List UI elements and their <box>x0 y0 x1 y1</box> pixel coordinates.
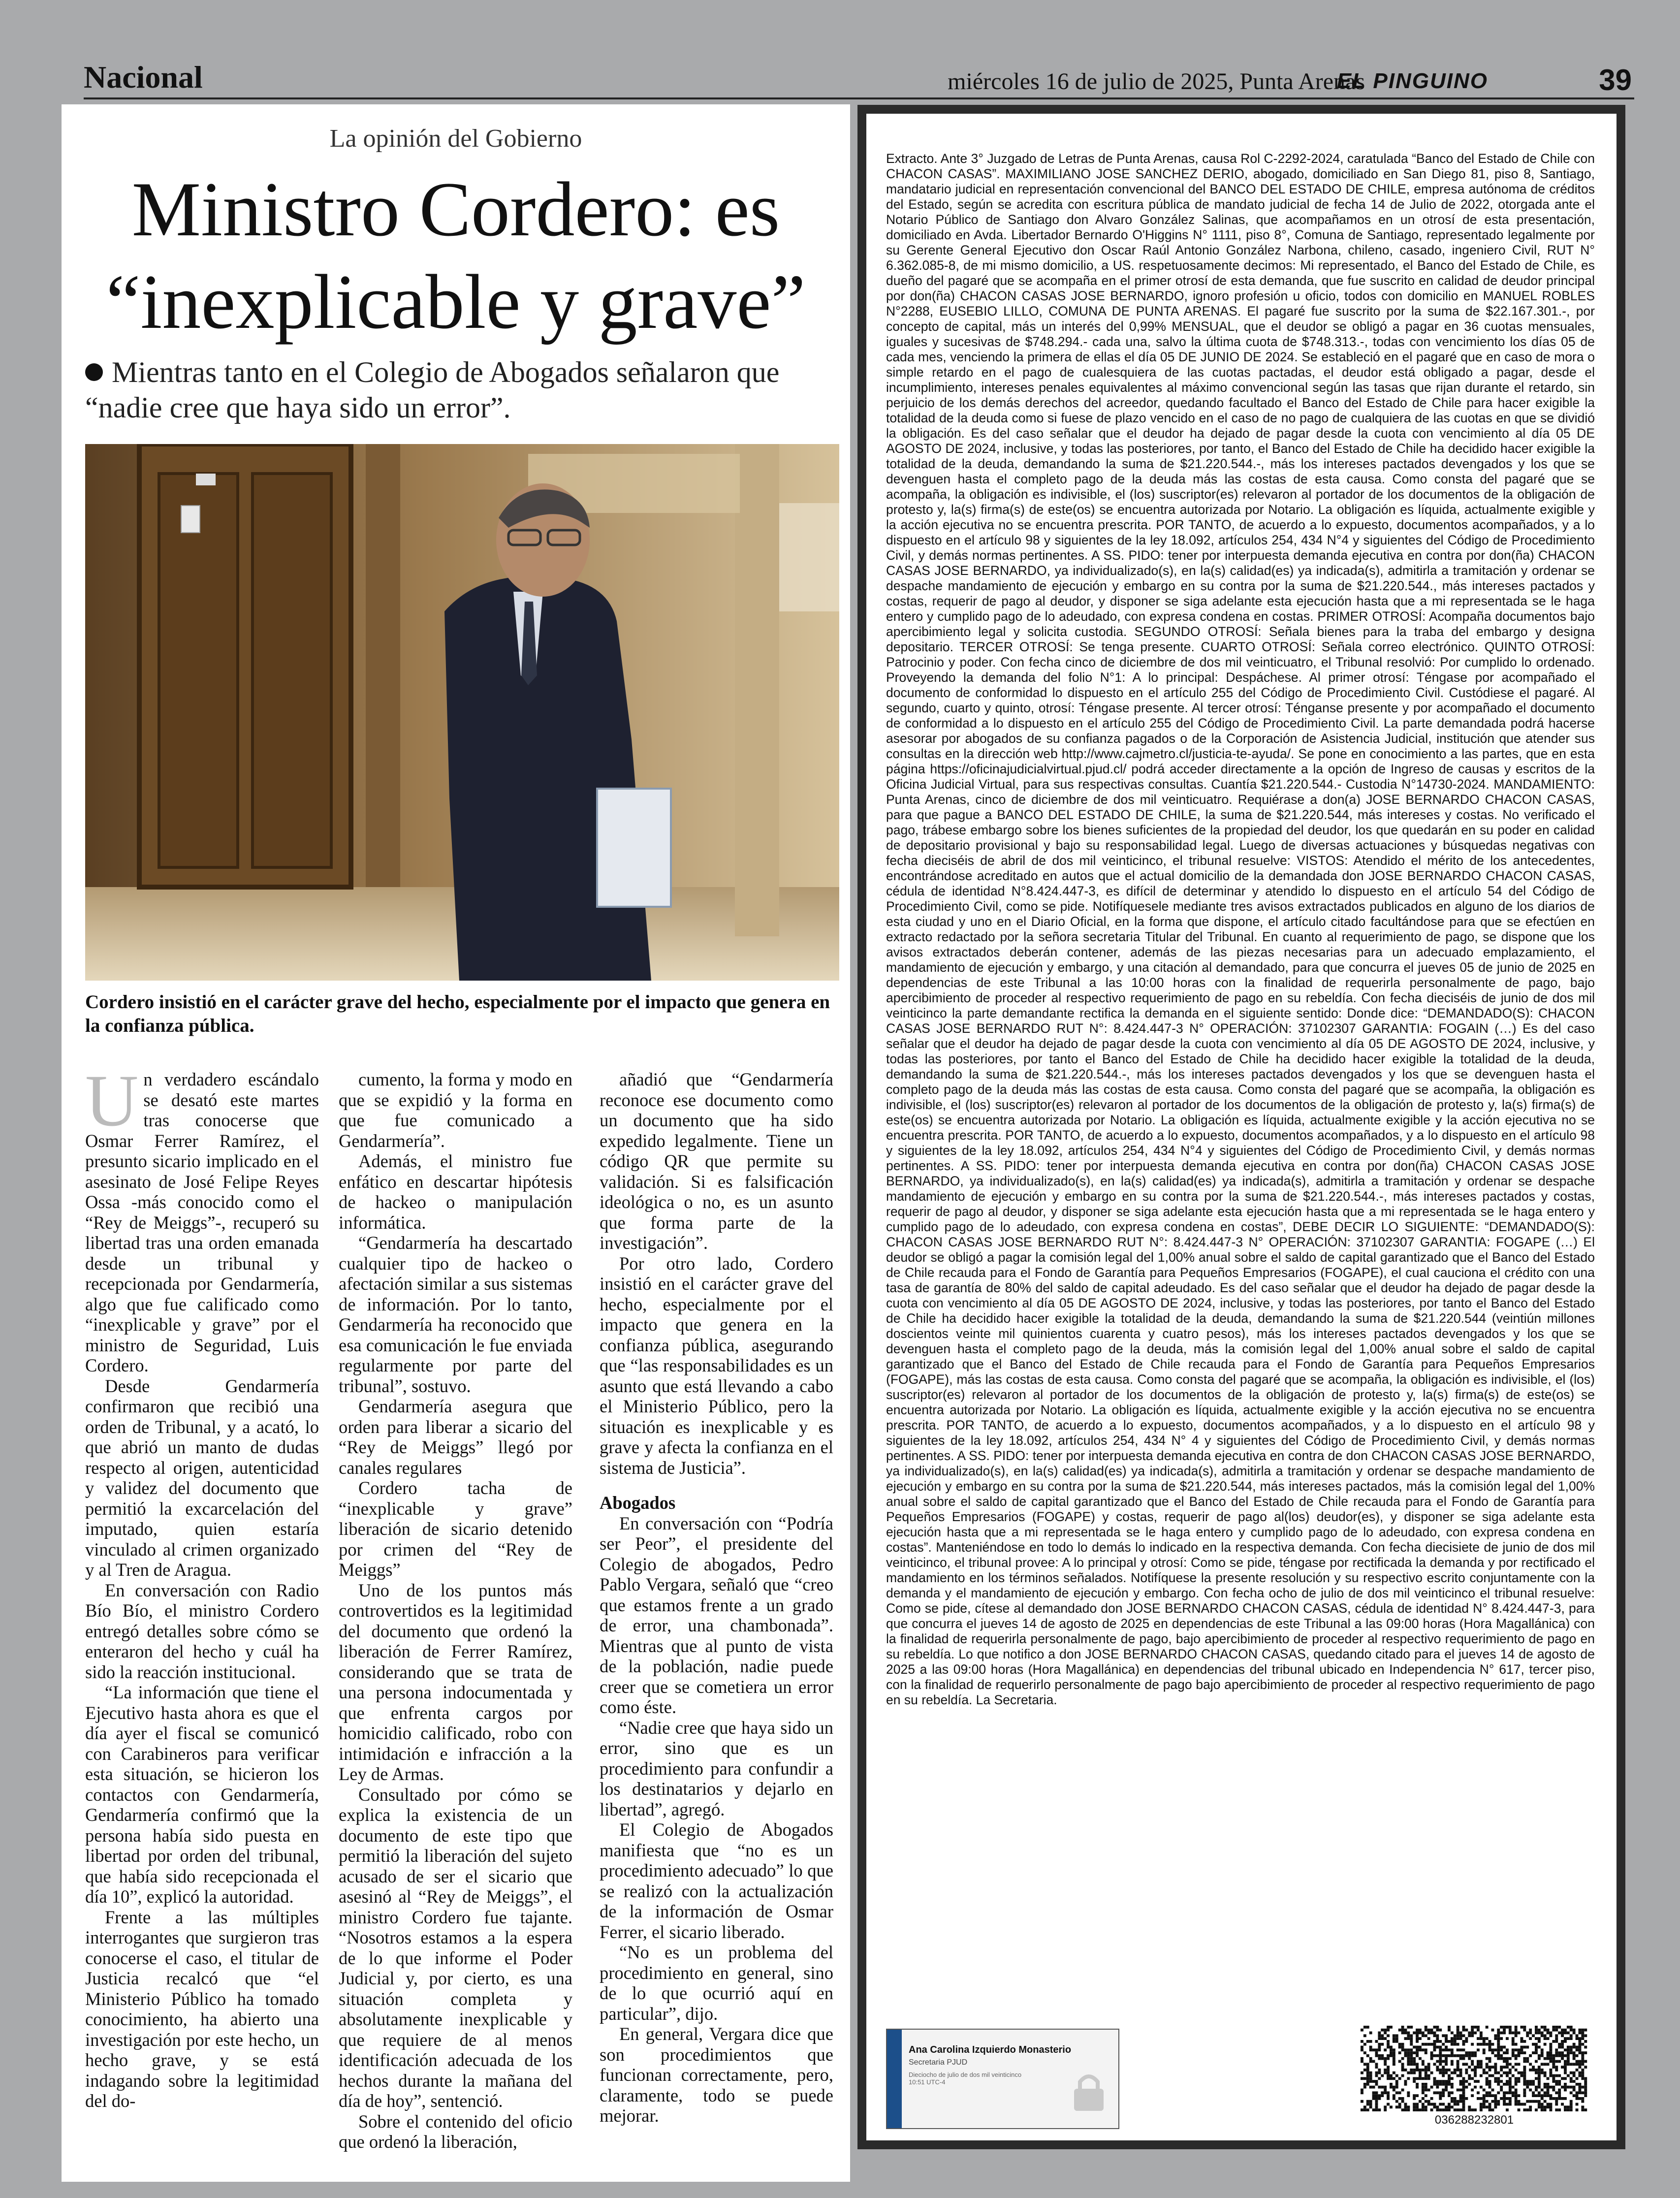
article-paragraph: En general, Vergara dice que son procedimientos que funcionan correctamente, pero, claramente, todo se puede mejorar. <box>600 2024 833 2126</box>
article-column-3 <box>600 1069 833 2126</box>
article-paragraph: En conversación con Radio Bío Bío, el ministro Cordero entregó detalles sobre cómo se enteraron del hecho y cuál ha sido la reacción institucional. <box>85 1580 319 1682</box>
article-paragraph: Frente a las múltiples interrogantes que surgieron tras conocerse el caso, el titular de Justicia recalcó que “el Ministerio Público ha tomado conocimiento, ha abierto una investigación por este hecho, un hecho grave, y se está indagando sobre la legitimidad del do- <box>85 1907 319 2111</box>
article-paragraph: Gendarmería asegura que orden para liberar a sicario del “Rey de Meiggs” llegó por canales regulares <box>339 1396 572 1478</box>
article-paragraph: El Colegio de Abogados manifiesta que “no es un procedimiento adecuado” lo que se realizó con la actualización de la información de Osmar Ferrer, el sicario liberado. <box>600 1819 833 1942</box>
article-paragraph: Uno de los puntos más controvertidos es la legitimidad del documento que ordenó la liberación de Ferrer Ramírez, considerando que se trata de una persona indocumentada y que enfrenta cargos por homicidio calificado, robo con intimidación e infracción a la Ley de Armas. <box>339 1580 572 1784</box>
drop-cap: U <box>85 1060 139 1142</box>
article-paragraph: Además, el ministro fue enfático en descartar hipótesis de hackeo o manipulación informática. <box>339 1151 572 1233</box>
lock-icon <box>1069 2069 1109 2113</box>
page-number: 39 <box>1599 64 1632 96</box>
article-paragraph: Por otro lado, Cordero insistió en el carácter grave del hecho, especialmente por el impacto que genera en la confianza pública, asegurando que “las responsabilidades es un asunto que está llevando a cabo el Ministerio Público, pero la situación es inexplicable y es grave y afecta la confianza en el sistema de Justicia”. <box>600 1253 833 1478</box>
electronic-signature <box>886 2029 1119 2129</box>
dateline: miércoles 16 de julio de 2025, Punta Arenas <box>948 68 1365 95</box>
article-photo <box>85 444 839 981</box>
article-paragraph: añadió que “Gendarmería reconoce ese documento como un documento que ha sido expedido legalmente. Tiene un código QR que permite su validación. Si es falsificación ideológica o no, es un asunto que forma parte de la investigación”. <box>600 1069 833 1253</box>
article-paragraph: Desde Gendarmería confirmaron que recibió una orden de Tribunal, y a acató, lo que abrió un manto de dudas respecto al origen, autenticidad y validez del documento que permitió la excarcelación del imputado, quien estaría vinculado al crimen organizado y al Tren de Aragua. <box>85 1375 319 1580</box>
lead-paragraph <box>85 354 838 425</box>
article-column-1 <box>85 1060 319 2111</box>
article-paragraph: “No es un problema del procedimiento en general, sino de lo que ocurrió aquí en particular”, dijo. <box>600 1942 833 2024</box>
legal-notice-frame <box>866 114 1617 2140</box>
subhead-abogados: Abogados <box>600 1493 676 1513</box>
bullet-icon <box>85 363 103 381</box>
verification-code-number: 036288232801 <box>1434 2113 1514 2127</box>
signature-role: Secretaria PJUD <box>909 2058 968 2067</box>
headline-line-2: “inexplicable y grave” <box>106 259 806 345</box>
column-3-abogados <box>600 1513 833 2126</box>
legal-notice-text: Extracto. Ante 3° Juzgado de Letras de Punta Arenas, causa Rol C-2292-2024, caratulada “Banco del Estado de Chile con CHACON CASAS”. MAXIMILIANO JOSE SANCHEZ DERIO, abogado, domiciliado en San Diego 81, piso 8, Santiago, mandatario judicial en representación convencional del BANCO DEL ESTADO DE CHILE, empresa autónoma de créditos del Estado, según se acredita con escritura pública de mandato judicial de fecha 14 de Julio de 2022, otorgada ante el Notario Público de Santiago don Alvaro González Salinas, que acompañamos en un otrosí de esta presentación, domiciliado en Avda. Libertador Bernardo O'Higgins N° 1111, piso 8°, Comuna de Santiago, representado legalmente por su Gerente General Ejecutivo don Oscar Raúl Antonio González Narbona, chileno, casado, ingeniero Civil, RUT N° 6.362.085-8, de mi mismo domicilio, a US. respetuosamente decimos: Mi representado, el Banco del Estado de Chile, es dueño del pagaré que se acompaña en el primer otrosí de esta demanda, que fue suscrito en calidad de deudor principal por don(ña) CHACON CASAS JOSE BERNARDO, ignoro profesión u oficio, todos con domicilio en MANUEL ROBLES N°2288, EUSEBIO LILLO, COMUNA DE PUNTA ARENAS. El pagaré fue suscrito por la suma de $22.167.301.-, por concepto de capital, más un interés del 0,99% MENSUAL, que el deudor se obligó a pagar en 36 cuotas mensuales, iguales y sucesivas de $748.294.- cada una, salvo la última cuota de $748.313.-, todas con vencimiento los días 05 de cada mes, venciendo la primera de ellas el día 05 DE JUNIO DE 2024. Se estableció en el pagaré que en caso de mora o simple retardo en el pago de cualesquiera de las cuotas pactadas, el deudor está obligado a pagar, desde el incumplimiento, intereses penales equivalentes al máximo convencional según las tasas que rijan durante el retardo, sin perjuicio de los demás derechos del acreedor, quedando facultado el Banco del Estado de Chile para hacer exigible la totalidad de la deuda como si fuese de plazo vencido en el caso de no pago de cualquiera de las cuotas en que se dividió la obligación. Es del caso señalar que el deudor ha dejado de pagar desde la cuota con vencimiento al día 05 DE AGOSTO DE 2024, inclusive, y todas las posteriores, por tanto, el Banco del Estado de Chile ha decidido hacer exigible la totalidad de la deuda, demandando la suma de $21.220.544.-, más los intereses pactados devengados y los que se devenguen hasta el completo pago de la deuda más las costas de esta causa. Como consta del pagaré que se acompaña, la obligación es indivisible, el (los) suscriptor(es) relevaron al portador de los documentos de la obligación de protesto y, la(s) firma(s) de este(os) se encuentra autorizada por Notario. La obligación es líquida, actualmente exigible y la acción ejecutiva no se encuentra prescrita. POR TANTO, de acuerdo a lo expuesto, documentos acompañados, y a lo dispuesto en el artículo 98 y siguientes de la ley 18.092, artículos 254, 434 N°4 y siguientes del Código de Procedimiento Civil, y demás normas pertinentes. A SS. PIDO: tener por interpuesta demanda ejecutiva en contra por don(ña) CHACON CASAS JOSE BERNARDO, ya individualizado(s), en la(s) calidad(es) ya indicada(s), admitirla a tramitación y ordenar se despache mandamiento de ejecución y embargo en su contra por la suma de $21.220.544., más intereses pactados y costas, requerir de pago al deudor, y disponer se siga adelante esta ejecución hasta que a mi representada se le haga entero y cumplido pago de lo adeudado, con expresa condena en costas. PRIMER OTROSÍ: Acompaña documentos bajo apercibimiento legal y solicita custodia. SEGUNDO OTROSÍ: Señala bienes para la traba del embargo y designa depositario. TERCER OTROSÍ: Se tenga presente. CUARTO OTROSÍ: Señala correo electrónico. QUINTO OTROSÍ: Patrocinio y poder. Con fecha cinco de diciembre de dos mil veinticuatro, el Tribunal resolvió: Por cumplido lo ordenado. Proveyendo la demanda del folio N°1: A lo principal: Despáchese. Al primer otrosí: Téngase por acompañado el documento de conformidad lo dispuesto en el artículo 255 del Código de Procedimiento Civil. Custódiese el pagaré. Al segundo, cuarto y quinto, otrosí: Téngase presente. Al tercer otrosí: Ténganse presente y por acompañado el documento de conformidad a lo dispuesto en el artículo 255 del Código de Procedimiento Civil. La parte demandada podrá hacerse asesorar por abogados de su confianza pagados o de la Corporación de Asistencia Judicial, institución que atender sus consultas en la dirección web http://www.cajmetro.cl/justicia-te-ayuda/. Se pone en conocimiento a las partes, que en esta página https://oficinajudicialvirtual.pjud.cl/ podrá acceder directamente a la opción de Ingreso de causas y escritos de la Oficina Judicial Virtual, para sus respectivas consultas. Cuantía $21.220.544.- Custodia N°14730-2024. MANDAMIENTO: Punta Arenas, cinco de diciembre de dos mil veinticuatro. Requiérase a don(a) JOSE BERNARDO CHACON CASAS, para que pague a BANCO DEL ESTADO DE CHILE, la suma de $21.220.544, más intereses y costas. No verificado el pago, trábese embargo sobre los bienes suficientes de la propiedad del deudor, los que quedarán en su poder en calidad de depositario provisional y bajo su responsabilidad legal. Luego de diversas actuaciones y búsquedas negativas con fecha dieciséis de abril de dos mil veinticinco, el tribunal resuelve: VISTOS: Atendido el mérito de los antecedentes, encontrándose acreditado en autos que el actual domicilio de la demandada don JOSE BERNARDO CHACON CASAS, cédula de identidad N°8.424.447-3, es difícil de determinar y atendido lo dispuesto en el artículo 54 del Código de Procedimiento Civil, como se pide. Notifíquesele mediante tres avisos extractados publicados en alguno de los diarios de esta ciudad y uno en el Diario Oficial, en la forma que dispone, el artículo citado facultándose para que se efectúen en extracto redactado por la señora secretaria Titular del Tribunal. En cuanto al requerimiento de pago, se dispone que los avisos extractados deberán contener, además de las piezas necesarias para un adecuado emplazamiento, el mandamiento de ejecución y embargo, y una citación al demandado, para que concurra el jueves 05 de junio de 2025 en dependencias de este Tribunal a las 10:00 horas con la finalidad de requerirla personalmente de pago, bajo apercibimiento de proceder al respectivo requerimiento de pago en su rebeldía. Con fecha dieciséis de junio de dos mil veinticinco la parte demandante rectifica la demanda en el siguiente sentido: Donde dice: “DEMANDADO(S): CHACON CASAS JOSE BERNARDO RUT N°: 8.424.447-3 N° OPERACIÓN: 37102307 GARANTIA: FOGAIN (…) Es del caso señalar que el deudor ha dejado de pagar desde la cuota con vencimiento al día 05 DE AGOSTO DE 2024, inclusive, y todas las posteriores, por tanto el Banco del Estado de Chile ha decidido hacer exigible la totalidad de la deuda, demandando la suma de $21.220.544.-, más los intereses pactados devengados y los que se devenguen hasta el completo pago de la deuda más las costas de esta causa. Como consta del pagaré que se acompaña, la obligación es indivisible, el (los) suscriptor(es) relevaron al portador de los documentos de la obligación de protesto y, la(s) firma(s) de este(os) se encuentra autorizada por Notario. La obligación es líquida, actualmente exigible y la acción ejecutiva no se encuentra prescrita. POR TANTO, de acuerdo a lo expuesto, documentos acompañados, y a lo dispuesto en el artículo 98 y siguientes de la ley 18.092, artículos 254, 434 N°4 y siguientes del Código de Procedimiento Civil, y demás normas pertinentes. A SS. PIDO: tener por interpuesta demanda ejecutiva en contra por don(ña) CHACON CASAS JOSE BERNARDO, ya individualizado(s), en la(s) calidad(es) ya indicada(s), admitirla a tramitación y ordenar se despache mandamiento de ejecución y embargo en su contra por la suma de $21.220.544.-, más intereses pactados y costas, requerir de pago al deudor, y disponer se siga adelante esta ejecución hasta que a mi representada se le haga entero y cumplido pago de lo adeudado, con expresa condena en costas”, DEBE DECIR LO SIGUIENTE: “DEMANDADO(S): CHACON CASAS JOSE BERNARDO RUT N°: 8.424.447-3 N° OPERACIÓN: 37102307 GARANTIA: FOGAPE (…) El deudor se obligó a pagar la comisión legal del 1,00% anual sobre el saldo de capital garantizado que el Banco del Estado de Chile recauda para el Fondo de Garantía para Pequeños Empresarios (FOGAPE), el cual cauciona el crédito con una tasa de garantía de 80% del saldo de capital adeudado. Es del caso señalar que el deudor ha dejado de pagar desde la cuota con vencimiento al día 05 DE AGOSTO DE 2024, inclusive, y todas las posteriores, por tanto el Banco del Estado de Chile ha decidido hacer exigible la totalidad de la deuda, demandando la suma de $21.220.544 (veintiún millones doscientos veinte mil quinientos cuarenta y cuatro pesos), más los intereses pactados devengados y los que se devenguen hasta el completo pago de la deuda, más la comisión legal del 1,00% anual sobre el saldo de capital garantizado que el Banco del Estado de Chile recauda para el Fondo de Garantía para Pequeños Empresarios (FOGAPE), más las costas de esta causa. Como consta del pagaré que se acompaña, la obligación es indivisible, el (los) suscriptor(es) relevaron al portador de los documentos de la obligación de protesto y, la(s) firma(s) de este(os) se encuentra autorizada por Notario. La obligación es líquida, actualmente exigible y la acción ejecutiva no se encuentra prescrita. POR TANTO, de acuerdo a lo expuesto, documentos acompañados, y a lo dispuesto en el artículo 98 y siguientes de la ley 18.092, artículos 254, 434 N° 4 y siguientes del Código de Procedimiento Civil, y demás normas pertinentes. A SS. PIDO: tener por interpuesta demanda ejecutiva en contra de don CHACON CASAS JOSE BERNARDO, ya individualizado(s), en la(s) calidad(es) ya indicada(s), admitirla a tramitación y ordenar se despache mandamiento de ejecución y embargo en su contra por la suma de $21.220.544, más intereses pactados, más la comisión legal del 1,00% anual sobre el saldo de capital garantizado que el Banco del Estado de Chile recauda para el Fondo de Garantía para Pequeños Empresarios (FOGAPE) y costas, requerir de pago al(los) deudor(es), y disponer se siga adelante esta ejecución hasta que a mi representada se le haga entero y cumplido pago de lo adeudado, con expresa condena en costas”. Manteniéndose en todo lo demás lo indicado en la respectiva demanda. Con fecha diecisiete de junio de dos mil veinticinco, el tribunal provee: A lo principal y otrosí: Como se pide, téngase por rectificada la demanda y por rectificado el mandamiento en los términos señalados. Notifíquese la presente resolución y su respectivo escrito conjuntamente con la demanda y el mandamiento de ejecución y embargo. Con fecha ocho de julio de dos mil veinticinco el tribunal resuelve: Como se pide, cítese al demandado don JOSE BERNARDO CHACON CASAS, cédula de identidad N° 8.424.447-3, para que concurra el jueves 14 de agosto de 2025 en dependencias de este Tribunal a las 09:00 horas (Hora Magallánica) con la finalidad de requerirla personalmente de pago, bajo apercibimiento de proceder al respectivo requerimiento de pago en su rebeldía. Lo que notifico a don JOSE BERNARDO CHACON CASAS, quedando citado para el jueves 14 de agosto de 2025 a las 09:00 horas (Hora Magallánica) en dependencias del tribunal ubicado en Independencia N° 617, tercer piso, con la finalidad de requerirlo personalmente de pago bajo apercibimiento de proceder al respectivo requerimiento de pago en su rebeldía. La Secretaria. <box>886 151 1595 1707</box>
headline-line-1: Ministro Cordero: es <box>131 166 780 253</box>
lead-text: Mientras tanto en el Colegio de Abogados señalaron que “nadie cree que haya sido un error”. <box>85 356 780 424</box>
article-paragraph: “Gendarmería ha descartado cualquier tipo de hackeo o afectación similar a sus sistemas de información. Por lo tanto, Gendarmería ha reconocido que esa comunicación le fue enviada regularmente por parte del tribunal”, sostuvo. <box>339 1233 572 1396</box>
verification-code-icon <box>1359 2024 1590 2112</box>
photo-caption: Cordero insistió en el carácter grave del hecho, especialmente por el impacto que genera en la confianza pública. <box>85 991 830 1036</box>
signature-name: Ana Carolina Izquierdo Monasterio <box>909 2044 1072 2055</box>
article-column-2 <box>339 1069 572 2152</box>
article-paragraph: “La información que tiene el Ejecutivo hasta ahora es que el día ayer el fiscal se comunicó con Carabineros para verificar esta situación, se hicieron los contactos con Gendarmería, Gendarmería confirmó que la persona había sido puesta en libertad por orden del tribunal, que había sido recepcionada el día 10”, explicó la autoridad. <box>85 1682 319 1907</box>
article-paragraph: En conversación con “Podría ser Peor”, el presidente del Colegio de abogados, Pedro Pablo Vergara, señaló que “creo que estamos frente a un grado de error, una chambonada”. Mientras que al punto de vista de la población, nadie puede creer que se cometiera un error como éste. <box>600 1513 833 1717</box>
article-paragraph: Cordero tacha de “inexplicable y grave” liberación de sicario detenido por crimen del “Rey de Meiggs” <box>339 1478 572 1580</box>
minister-photo <box>85 444 839 981</box>
article-paragraph: “Nadie cree que haya sido un error, sino que es un procedimiento para confundir a los destinatarios y dejarlo en libertad”, agregó. <box>600 1717 833 1819</box>
signature-band <box>887 2030 902 2128</box>
column-3-intro <box>600 1069 833 1478</box>
article-paragraph: Sobre el contenido del oficio que ordenó la liberación, <box>339 2111 572 2152</box>
signature-note: Dieciocho de julio de dos mil veinticinco 10:51 UTC-4 <box>909 2071 1022 2086</box>
article-paragraph: Un verdadero escándalo se desató este martes tras conocerse que Osmar Ferrer Ramírez, el presunto sicario implicado en el asesinato de José Felipe Reyes Ossa -más conocido como el “Rey de Meiggs”-, recuperó su libertad tras una orden emanada desde un tribunal y recepcionada por Gendarmería, algo que fue calificado como “inexplicable y grave” por el ministro de Seguridad, Luis Cordero. <box>85 1060 319 1375</box>
header-rule <box>84 97 1634 99</box>
section-title: Nacional <box>84 60 203 95</box>
kicker: La opinión del Gobierno <box>329 125 582 153</box>
legal-notice-box <box>857 105 1625 2149</box>
article-paragraph: Consultado por cómo se explica la existencia de un documento de este tipo que permitió la liberación del sujeto acusado de ser el sicario que asesinó al “Rey de Meiggs”, el ministro Cordero fue tajante. “Nosotros estamos a la espera de lo que informe el Poder Judicial y, por cierto, es una situación completa y absolutamente inexplicable y que requiere de al menos identificación adecuada de los hechos durante la mañana del día de hoy”, sentenció. <box>339 1784 572 2111</box>
headline <box>62 163 850 349</box>
newspaper-logo: EL PINGUINO <box>1336 69 1488 93</box>
news-article <box>62 104 850 2182</box>
article-paragraph: cumento, la forma y modo en que se expidió y la forma en que fue comunicado a Gendarmería”. <box>339 1069 572 1151</box>
